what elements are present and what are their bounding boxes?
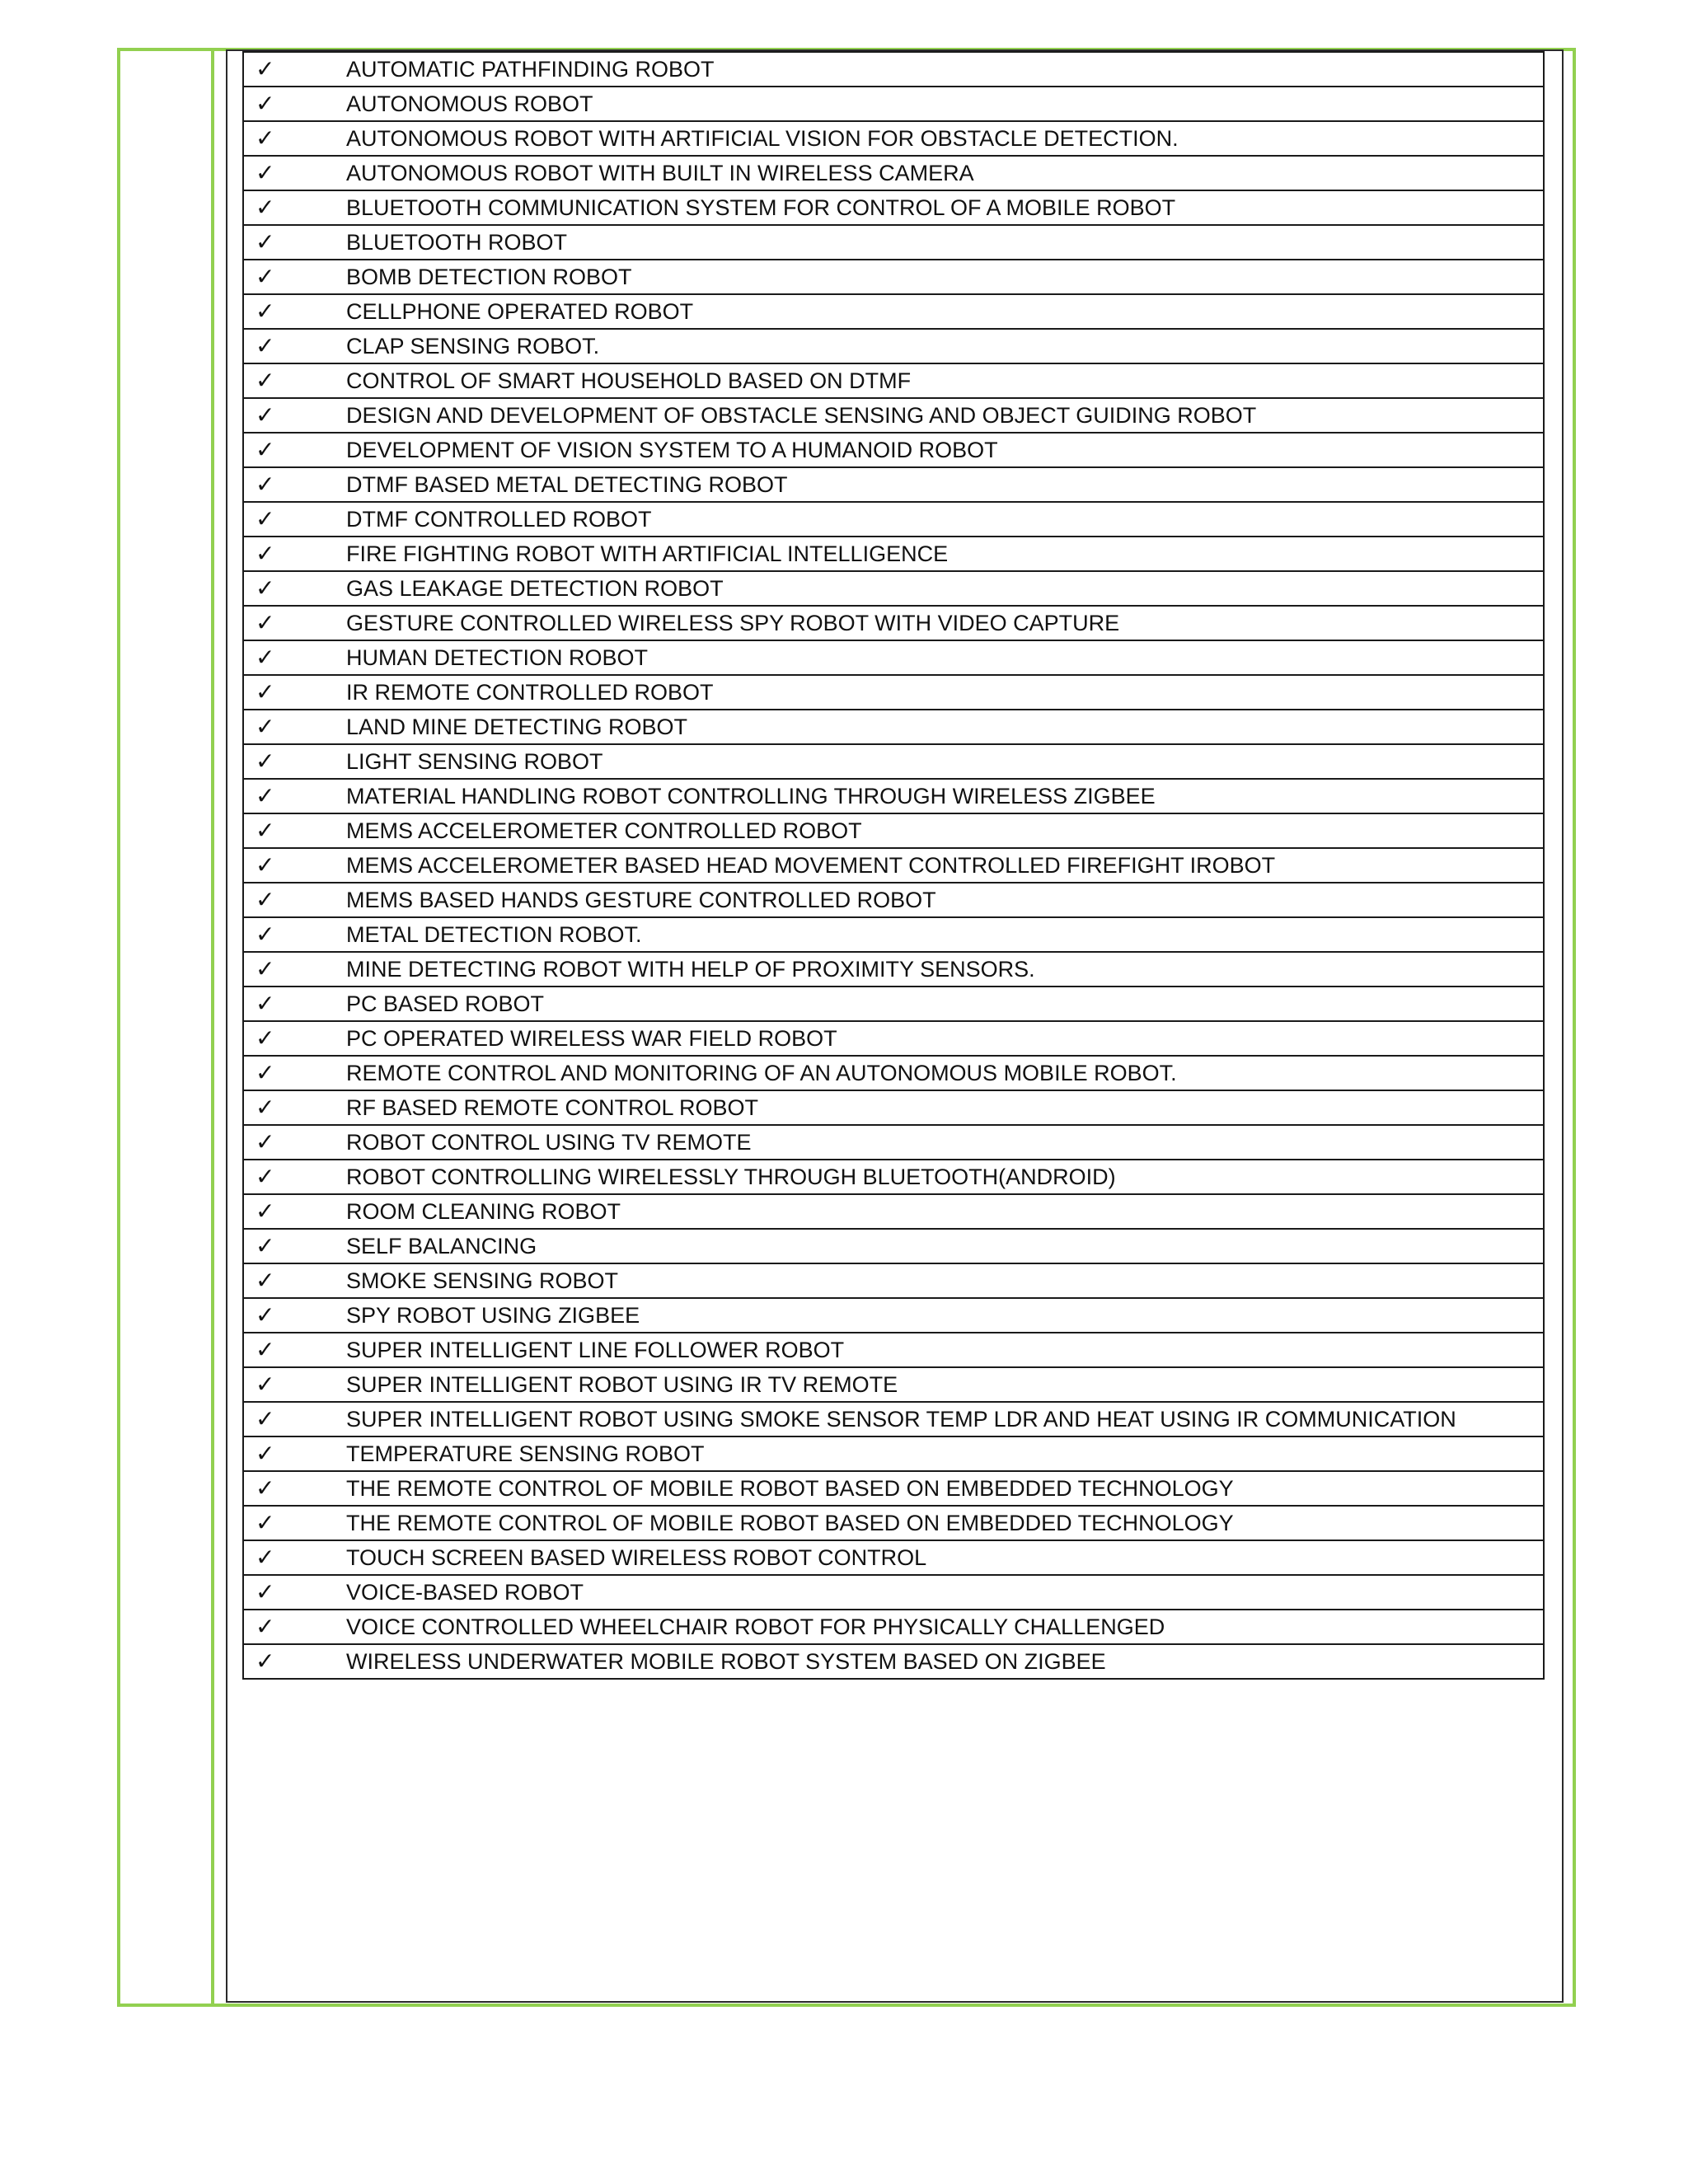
- project-title: MEMS ACCELEROMETER CONTROLLED ROBOT: [343, 813, 1544, 848]
- checkmark-icon: ✓: [256, 782, 275, 809]
- list-item: [243, 1644, 1544, 1679]
- project-title: AUTOMATIC PATHFINDING ROBOT: [343, 52, 1544, 87]
- list-item: [243, 1194, 1544, 1229]
- checkmark-cell: [243, 1506, 343, 1540]
- checkmark-icon: ✓: [256, 332, 275, 359]
- project-title: WIRELESS UNDERWATER MOBILE ROBOT SYSTEM BASED ON ZIGBEE: [343, 1644, 1544, 1679]
- list-item: [243, 779, 1544, 813]
- checkmark-icon: ✓: [256, 298, 275, 325]
- checkmark-cell: [243, 640, 343, 675]
- checkmark-cell: [243, 1160, 343, 1194]
- checkmark-cell: [243, 813, 343, 848]
- project-title: SUPER INTELLIGENT ROBOT USING IR TV REMOTE: [343, 1367, 1544, 1402]
- checkmark-cell: [243, 294, 343, 329]
- project-title: VOICE CONTROLLED WHEELCHAIR ROBOT FOR PHYSICALLY CHALLENGED: [343, 1610, 1544, 1644]
- project-title: AUTONOMOUS ROBOT WITH BUILT IN WIRELESS CAMERA: [343, 156, 1544, 190]
- checkmark-cell: [243, 1610, 343, 1644]
- checkmark-icon: ✓: [256, 609, 275, 636]
- project-title: DTMF CONTROLLED ROBOT: [343, 502, 1544, 537]
- list-item: [243, 1610, 1544, 1644]
- checkmark-cell: [243, 571, 343, 606]
- checkmark-cell: [243, 1021, 343, 1056]
- project-title: AUTONOMOUS ROBOT: [343, 87, 1544, 121]
- project-title: LAND MINE DETECTING ROBOT: [343, 710, 1544, 744]
- checkmark-cell: [243, 52, 343, 87]
- project-title: THE REMOTE CONTROL OF MOBILE ROBOT BASED ON EMBEDDED TECHNOLOGY: [343, 1506, 1544, 1540]
- project-title: DEVELOPMENT OF VISION SYSTEM TO A HUMANOID ROBOT: [343, 433, 1544, 467]
- project-title: SUPER INTELLIGENT ROBOT USING SMOKE SENSOR TEMP LDR AND HEAT USING IR COMMUNICATION: [343, 1402, 1544, 1436]
- project-title: CLAP SENSING ROBOT.: [343, 329, 1544, 363]
- checkmark-cell: [243, 537, 343, 571]
- project-title: ROBOT CONTROL USING TV REMOTE: [343, 1125, 1544, 1160]
- checkmark-cell: [243, 848, 343, 883]
- checkmark-cell: [243, 744, 343, 779]
- checkmark-cell: [243, 329, 343, 363]
- list-item: [243, 1229, 1544, 1263]
- checkmark-cell: [243, 1263, 343, 1298]
- list-item: [243, 1506, 1544, 1540]
- project-title: HUMAN DETECTION ROBOT: [343, 640, 1544, 675]
- list-item: [243, 744, 1544, 779]
- project-list-body: [243, 52, 1544, 1679]
- checkmark-cell: [243, 1540, 343, 1575]
- checkmark-icon: ✓: [256, 1059, 275, 1086]
- list-item: [243, 294, 1544, 329]
- checkmark-icon: ✓: [256, 124, 275, 152]
- project-title: GAS LEAKAGE DETECTION ROBOT: [343, 571, 1544, 606]
- checkmark-icon: ✓: [256, 1128, 275, 1155]
- project-title: TOUCH SCREEN BASED WIRELESS ROBOT CONTROL: [343, 1540, 1544, 1575]
- checkmark-icon: ✓: [256, 90, 275, 117]
- project-title: MEMS BASED HANDS GESTURE CONTROLLED ROBOT: [343, 883, 1544, 917]
- checkmark-cell: [243, 225, 343, 260]
- list-item: [243, 87, 1544, 121]
- checkmark-cell: [243, 467, 343, 502]
- project-title: MINE DETECTING ROBOT WITH HELP OF PROXIMITY SENSORS.: [343, 952, 1544, 987]
- checkmark-cell: [243, 987, 343, 1021]
- project-title: IR REMOTE CONTROLLED ROBOT: [343, 675, 1544, 710]
- checkmark-icon: ✓: [256, 1163, 275, 1190]
- project-title: VOICE-BASED ROBOT: [343, 1575, 1544, 1610]
- project-title: TEMPERATURE SENSING ROBOT: [343, 1436, 1544, 1471]
- project-title: ROOM CLEANING ROBOT: [343, 1194, 1544, 1229]
- project-title: CELLPHONE OPERATED ROBOT: [343, 294, 1544, 329]
- checkmark-cell: [243, 1644, 343, 1679]
- checkmark-cell: [243, 398, 343, 433]
- list-item: [243, 467, 1544, 502]
- project-title: SELF BALANCING: [343, 1229, 1544, 1263]
- list-item: [243, 1367, 1544, 1402]
- project-title: ROBOT CONTROLLING WIRELESSLY THROUGH BLUETOOTH(ANDROID): [343, 1160, 1544, 1194]
- list-item: [243, 329, 1544, 363]
- project-title: FIRE FIGHTING ROBOT WITH ARTIFICIAL INTELLIGENCE: [343, 537, 1544, 571]
- project-title: SUPER INTELLIGENT LINE FOLLOWER ROBOT: [343, 1333, 1544, 1367]
- project-title: BOMB DETECTION ROBOT: [343, 260, 1544, 294]
- project-title: BLUETOOTH COMMUNICATION SYSTEM FOR CONTROL OF A MOBILE ROBOT: [343, 190, 1544, 225]
- list-item: [243, 813, 1544, 848]
- checkmark-cell: [243, 952, 343, 987]
- checkmark-icon: ✓: [256, 1613, 275, 1640]
- checkmark-cell: [243, 1298, 343, 1333]
- checkmark-icon: ✓: [256, 886, 275, 913]
- project-title: DTMF BASED METAL DETECTING ROBOT: [343, 467, 1544, 502]
- checkmark-cell: [243, 883, 343, 917]
- project-title: RF BASED REMOTE CONTROL ROBOT: [343, 1090, 1544, 1125]
- checkmark-cell: [243, 502, 343, 537]
- checkmark-icon: ✓: [256, 817, 275, 844]
- checkmark-icon: ✓: [256, 1267, 275, 1294]
- checkmark-cell: [243, 156, 343, 190]
- project-title: AUTONOMOUS ROBOT WITH ARTIFICIAL VISION FOR OBSTACLE DETECTION.: [343, 121, 1544, 156]
- project-title: DESIGN AND DEVELOPMENT OF OBSTACLE SENSING AND OBJECT GUIDING ROBOT: [343, 398, 1544, 433]
- checkmark-icon: ✓: [256, 1544, 275, 1571]
- checkmark-icon: ✓: [256, 401, 275, 429]
- checkmark-cell: [243, 1090, 343, 1125]
- checkmark-icon: ✓: [256, 436, 275, 463]
- checkmark-cell: [243, 779, 343, 813]
- checkmark-icon: ✓: [256, 1440, 275, 1467]
- checkmark-icon: ✓: [256, 851, 275, 879]
- list-item: [243, 52, 1544, 87]
- list-item: [243, 537, 1544, 571]
- list-item: [243, 917, 1544, 952]
- project-title: CONTROL OF SMART HOUSEHOLD BASED ON DTMF: [343, 363, 1544, 398]
- list-item: [243, 1160, 1544, 1194]
- list-item: [243, 260, 1544, 294]
- checkmark-icon: ✓: [256, 955, 275, 982]
- project-title: PC BASED ROBOT: [343, 987, 1544, 1021]
- checkmark-icon: ✓: [256, 1024, 275, 1052]
- list-item: [243, 640, 1544, 675]
- list-item: [243, 433, 1544, 467]
- list-item: [243, 606, 1544, 640]
- checkmark-cell: [243, 1367, 343, 1402]
- checkmark-cell: [243, 260, 343, 294]
- page-frame-divider: [211, 48, 214, 2007]
- list-item: [243, 1298, 1544, 1333]
- checkmark-icon: ✓: [256, 921, 275, 948]
- checkmark-cell: [243, 1125, 343, 1160]
- checkmark-icon: ✓: [256, 678, 275, 705]
- checkmark-cell: [243, 87, 343, 121]
- list-item: [243, 1436, 1544, 1471]
- checkmark-cell: [243, 1056, 343, 1090]
- project-title: BLUETOOTH ROBOT: [343, 225, 1544, 260]
- checkmark-cell: [243, 1575, 343, 1610]
- list-item: [243, 710, 1544, 744]
- list-item: [243, 190, 1544, 225]
- list-item: [243, 398, 1544, 433]
- checkmark-icon: ✓: [256, 1647, 275, 1675]
- checkmark-icon: ✓: [256, 263, 275, 290]
- list-item: [243, 1090, 1544, 1125]
- list-item: [243, 1540, 1544, 1575]
- checkmark-icon: ✓: [256, 574, 275, 602]
- list-item: [243, 1402, 1544, 1436]
- list-item: [243, 156, 1544, 190]
- project-title: MATERIAL HANDLING ROBOT CONTROLLING THROUGH WIRELESS ZIGBEE: [343, 779, 1544, 813]
- checkmark-icon: ✓: [256, 713, 275, 740]
- checkmark-icon: ✓: [256, 159, 275, 186]
- checkmark-cell: [243, 363, 343, 398]
- project-title: SMOKE SENSING ROBOT: [343, 1263, 1544, 1298]
- checkmark-icon: ✓: [256, 471, 275, 498]
- checkmark-cell: [243, 433, 343, 467]
- list-item: [243, 883, 1544, 917]
- list-item: [243, 675, 1544, 710]
- checkmark-cell: [243, 1436, 343, 1471]
- checkmark-icon: ✓: [256, 1301, 275, 1329]
- checkmark-icon: ✓: [256, 540, 275, 567]
- checkmark-icon: ✓: [256, 990, 275, 1017]
- checkmark-icon: ✓: [256, 1578, 275, 1605]
- checkmark-icon: ✓: [256, 1232, 275, 1259]
- checkmark-icon: ✓: [256, 194, 275, 221]
- checkmark-icon: ✓: [256, 748, 275, 775]
- list-item: [243, 1333, 1544, 1367]
- list-item: [243, 987, 1544, 1021]
- checkmark-icon: ✓: [256, 1474, 275, 1502]
- checkmark-icon: ✓: [256, 1371, 275, 1398]
- list-item: [243, 121, 1544, 156]
- checkmark-icon: ✓: [256, 1197, 275, 1225]
- project-title: THE REMOTE CONTROL OF MOBILE ROBOT BASED ON EMBEDDED TECHNOLOGY: [343, 1471, 1544, 1506]
- checkmark-icon: ✓: [256, 644, 275, 671]
- checkmark-cell: [243, 1402, 343, 1436]
- project-title: PC OPERATED WIRELESS WAR FIELD ROBOT: [343, 1021, 1544, 1056]
- checkmark-icon: ✓: [256, 228, 275, 255]
- list-item: [243, 1575, 1544, 1610]
- list-item: [243, 502, 1544, 537]
- project-title: METAL DETECTION ROBOT.: [343, 917, 1544, 952]
- list-item: [243, 1021, 1544, 1056]
- list-item: [243, 1125, 1544, 1160]
- checkmark-icon: ✓: [256, 367, 275, 394]
- list-item: [243, 952, 1544, 987]
- checkmark-icon: ✓: [256, 1336, 275, 1363]
- checkmark-icon: ✓: [256, 55, 275, 82]
- list-item: [243, 1056, 1544, 1090]
- checkmark-cell: [243, 606, 343, 640]
- project-title: MEMS ACCELEROMETER BASED HEAD MOVEMENT CONTROLLED FIREFIGHT IROBOT: [343, 848, 1544, 883]
- checkmark-icon: ✓: [256, 1405, 275, 1432]
- checkmark-icon: ✓: [256, 1509, 275, 1536]
- checkmark-cell: [243, 710, 343, 744]
- list-item: [243, 848, 1544, 883]
- list-item: [243, 225, 1544, 260]
- checkmark-cell: [243, 1229, 343, 1263]
- checkmark-cell: [243, 675, 343, 710]
- list-item: [243, 363, 1544, 398]
- robot-project-list: [242, 51, 1545, 1680]
- checkmark-cell: [243, 121, 343, 156]
- list-item: [243, 571, 1544, 606]
- checkmark-cell: [243, 917, 343, 952]
- project-title: SPY ROBOT USING ZIGBEE: [343, 1298, 1544, 1333]
- project-title: GESTURE CONTROLLED WIRELESS SPY ROBOT WITH VIDEO CAPTURE: [343, 606, 1544, 640]
- checkmark-cell: [243, 1333, 343, 1367]
- list-item: [243, 1263, 1544, 1298]
- checkmark-cell: [243, 1194, 343, 1229]
- checkmark-cell: [243, 1471, 343, 1506]
- checkmark-icon: ✓: [256, 505, 275, 532]
- list-item: [243, 1471, 1544, 1506]
- project-title: REMOTE CONTROL AND MONITORING OF AN AUTONOMOUS MOBILE ROBOT.: [343, 1056, 1544, 1090]
- checkmark-cell: [243, 190, 343, 225]
- checkmark-icon: ✓: [256, 1094, 275, 1121]
- project-title: LIGHT SENSING ROBOT: [343, 744, 1544, 779]
